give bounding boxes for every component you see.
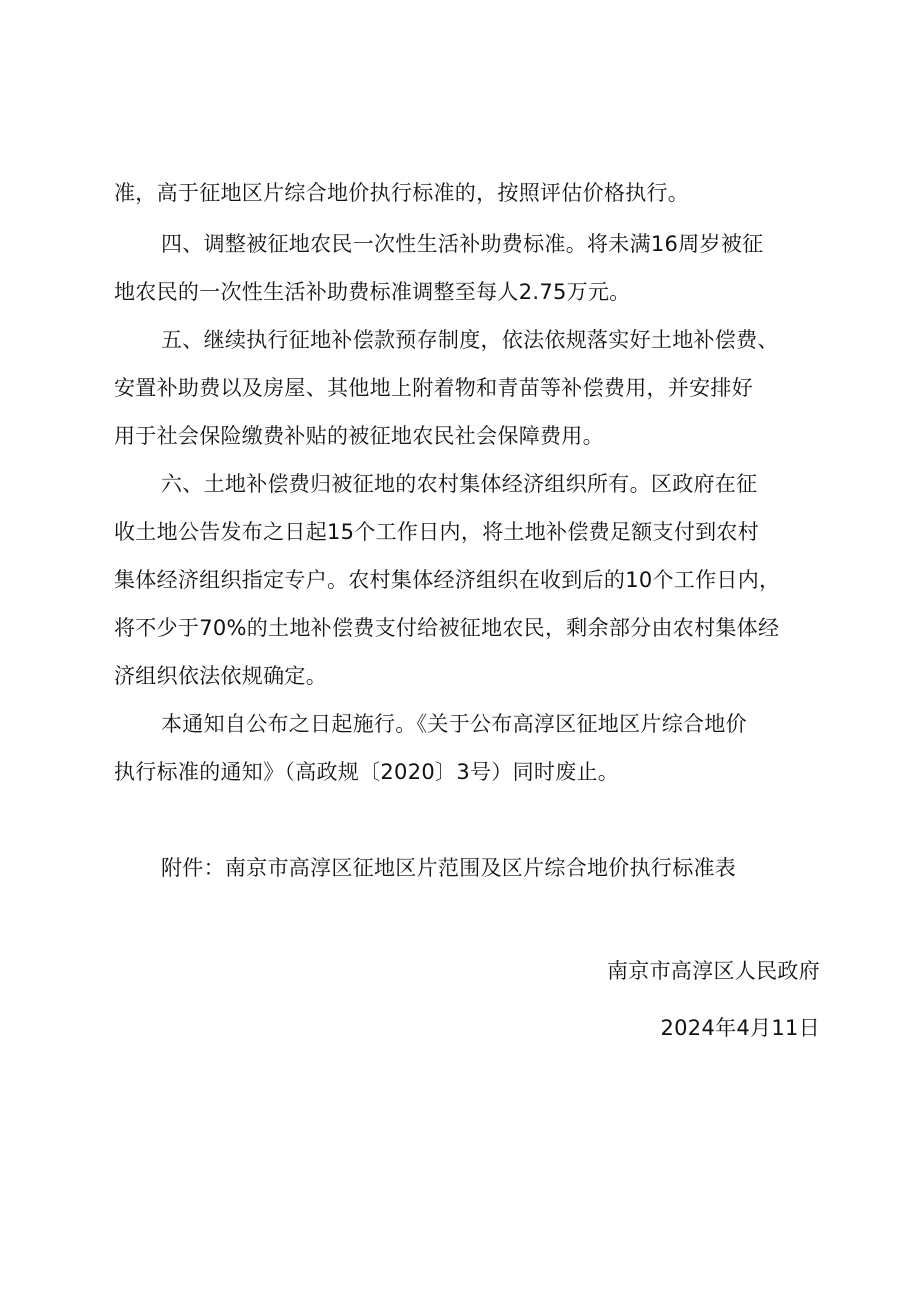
paragraph-line: 济组织依法依规确定。 (114, 664, 327, 688)
paragraph-line: 五、继续执行征地补偿款预存制度，依法依规落实好土地补偿费、 (161, 328, 779, 352)
issue-date: 2024年4月11日 (660, 1016, 820, 1040)
paragraph-line: 安置补助费以及房屋、其他地上附着物和青苗等补偿费用，并安排好 (114, 376, 753, 400)
paragraph-line: 四、调整被征地农民一次性生活补助费标准。将未满16周岁被征 (161, 232, 764, 256)
paragraph-line: 用于社会保险缴费补贴的被征地农民社会保障费用。 (114, 424, 604, 448)
paragraph-line: 集体经济组织指定专户。农村集体经济组织在收到后的10个工作日内， (114, 568, 781, 592)
attachment-note: 附件：南京市高淳区征地区片范围及区片综合地价执行标准表 (161, 856, 737, 880)
paragraph-line: 六、土地补偿费归被征地的农村集体经济组织所有。区政府在征 (161, 472, 758, 496)
paragraph-line: 收土地公告发布之日起15个工作日内，将土地补偿费足额支付到农村 (114, 520, 760, 544)
paragraph-line: 本通知自公布之日起施行。《关于公布高淳区征地区片综合地价 (161, 712, 747, 736)
paragraph-line: 执行标准的通知》（高政规〔2020〕3号）同时废止。 (114, 760, 620, 784)
paragraph-line: 将不少于70%的土地补偿费支付给被征地农民，剩余部分由农村集体经 (114, 616, 780, 640)
paragraph-line: 地农民的一次性生活补助费标准调整至每人2.75万元。 (114, 280, 631, 304)
issuer-signature: 南京市高淳区人民政府 (607, 959, 820, 983)
paragraph-line: 准，高于征地区片综合地价执行标准的，按照评估价格执行。 (114, 181, 690, 205)
